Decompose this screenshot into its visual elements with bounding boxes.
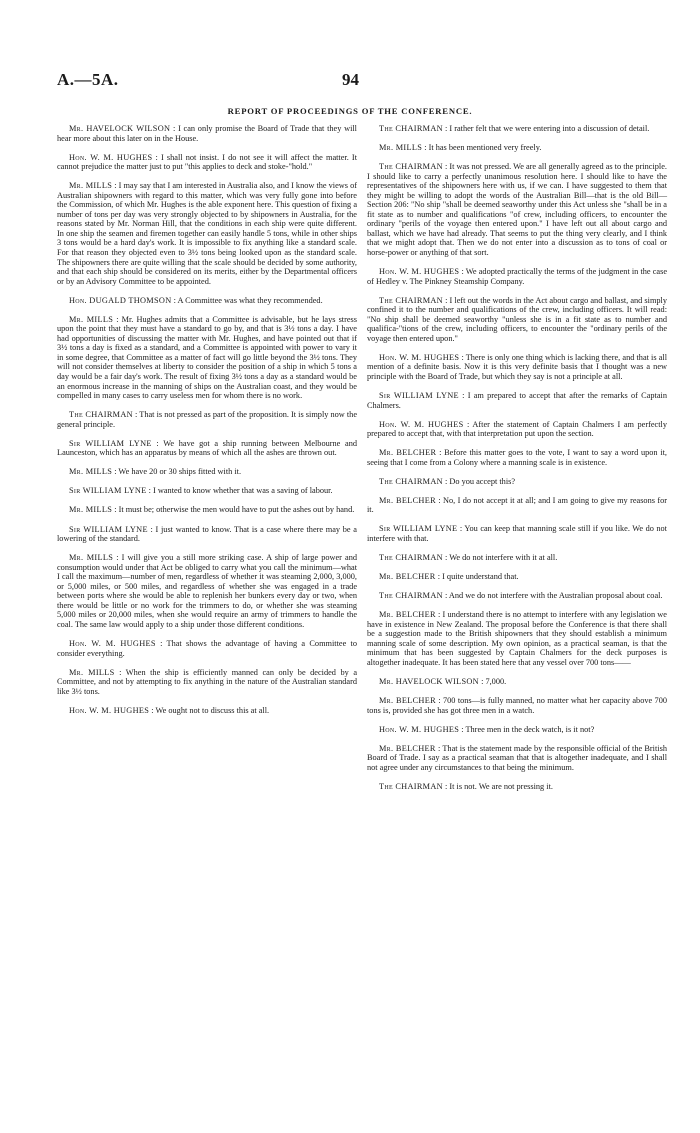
speech: : 700 tons—is fully manned, no matter what her capacity above 700 tons is, provided she has got three men in a watch. xyxy=(367,696,668,715)
paragraph xyxy=(367,591,667,601)
speaker: Hon. W. M. HUGHES xyxy=(69,705,150,715)
paragraph xyxy=(57,296,357,306)
speaker: Hon. DUGALD THOMSON xyxy=(69,295,172,305)
paragraph xyxy=(57,505,357,515)
speech: : That shows the advantage of having a Committee to consider everything. xyxy=(57,638,357,658)
speech: : I can only promise the Board of Trade that they will hear more about this later on in the House. xyxy=(57,124,357,143)
speaker: The CHAIRMAN xyxy=(379,295,443,305)
paragraph xyxy=(367,124,667,134)
speech: : I left out the words in the Act about cargo and ballast, and simply confined it to the number and qualifications of the crew, including officers. It will read: "No ship shall be deemed seaworthy "unless she is in a fit state as to number and qualifica-"tions of the crew, including officers, to encounter the "ordinary perils of the voyage then entered upon." xyxy=(367,295,668,343)
speaker: The CHAIRMAN xyxy=(379,781,443,791)
speaker: The CHAIRMAN xyxy=(379,124,443,133)
paragraph xyxy=(57,668,357,697)
speech: : I will give you a still more striking case. A ship of large power and consumption would under that Act be obliged to carry what you call the minimum—what I call the maximum—number of men, regardless of whether it was steaming 2,000, 3,000, or 5,000 miles, or 500 miles, and regardless of whether she was engaged in a trade between ports where she would be able to replenish her bunkers every day or two, when there would be little or no work for the trimmers to do, or whether she was steaming 5,000 miles or 20,000 miles, when she would require an army of trimmers to handle the coal. The same law would apply to a ship under those different conditions. xyxy=(57,553,358,629)
speaker: Mr. BELCHER xyxy=(379,743,436,753)
paragraph xyxy=(57,315,357,401)
paragraph xyxy=(367,391,667,410)
speech: : I rather felt that we were entering into a discussion of detail. xyxy=(445,124,650,133)
speech: : We adopted practically the terms of the judgment in the case of Hedley v. The Pinkney Steamship Company. xyxy=(367,267,668,286)
speech: : I shall not insist. I do not see it will affect the matter. It cannot prejudice the matter just to put "this applies to deck and stoke-"hold." xyxy=(57,152,358,172)
paragraph xyxy=(367,782,667,792)
left-column xyxy=(57,124,357,725)
speech: : After the statement of Captain Chalmers I am perfectly prepared to accept that, with that interpretation put upon the section. xyxy=(367,419,667,439)
speech: : And we do not interfere with the Australian proposal about coal. xyxy=(445,591,663,601)
paragraph xyxy=(367,496,667,515)
speech: : When the ship is efficiently manned can only be decided by a Committee, and not by attempting to fix anything in the nature of the Australian standard like 3½ tons. xyxy=(57,667,357,696)
speaker: Mr. BELCHER xyxy=(379,610,436,620)
paragraph xyxy=(57,467,357,477)
speech: : It must be; otherwise the men would have to put the ashes out by hand. xyxy=(114,505,355,515)
paragraph xyxy=(367,696,667,715)
paragraph xyxy=(367,162,667,257)
speech: : I quite understand that. xyxy=(437,572,519,582)
speaker: Mr. BELCHER xyxy=(379,448,437,458)
paragraph xyxy=(367,143,667,153)
speech: : Mr. Hughes admits that a Committee is advisable, but he lays stress upon the point that they must have a standard to go by, and that is 3½ tons a day. I have had opportunities of discussing the matter with Mr. Hughes, and have pointed out that if 3½ tons a day is fixed as a standard, and a Committee is appointed with power to vary it in some degree, that Committee as a matter of fact will go little beyond the 3½ tons. They will not consider themselves at liberty to consider the position of a ship in which 5 tons a day would be a fair day's work. The result of fixing 3½ tons a day as a standard would be an enormous increase in the manning of ships on the Australian coast, and they would be compelled in many cases to carry useless men for whom there is no work. xyxy=(57,314,358,401)
speaker: Sir WILLIAM LYNE xyxy=(69,438,152,448)
speaker: Mr. MILLS xyxy=(379,143,423,153)
speaker: Mr. MILLS xyxy=(69,667,115,677)
speech: : We do not interfere with it at all. xyxy=(445,553,558,563)
paragraph xyxy=(367,296,667,344)
speaker: The CHAIRMAN xyxy=(379,162,443,172)
paragraph xyxy=(57,553,357,629)
paragraph xyxy=(57,486,357,496)
paragraph xyxy=(367,353,667,382)
speech: : I am prepared to accept that after the remarks of Captain Chalmers. xyxy=(367,391,667,410)
paragraph xyxy=(57,124,357,143)
speech: : It is not. We are not pressing it. xyxy=(445,781,553,791)
paragraph xyxy=(367,420,667,439)
page-number: 94 xyxy=(342,70,359,89)
paragraph xyxy=(57,525,357,544)
speech: : I just wanted to know. That is a case where there may be a lowering of the standard. xyxy=(57,524,357,544)
paragraph xyxy=(367,677,667,687)
speech: : That is the statement made by the responsible official of the British Board of Trade. I say as a practical seaman that that is altogether inadequate, and I shall not agree under any circumstances to that being the minimum. xyxy=(367,743,667,772)
speaker: Hon. W. M. HUGHES xyxy=(379,724,460,734)
paragraph xyxy=(367,572,667,582)
speaker: Mr. HAVELOCK WILSON xyxy=(69,124,171,133)
paragraph xyxy=(367,524,667,543)
paragraph xyxy=(367,610,667,667)
paragraph xyxy=(367,448,667,467)
speaker: Hon. W. M. HUGHES xyxy=(379,267,460,277)
speech: : We have 20 or 30 ships fitted with it. xyxy=(114,467,242,477)
paragraph xyxy=(367,744,667,773)
speaker: Mr. BELCHER xyxy=(379,572,436,582)
speech: : 7,000. xyxy=(481,676,507,686)
speech: : We have got a ship running between Melbourne and Launceston, which has an apparatus by means of which all the ashes are thrown out. xyxy=(57,438,357,458)
paragraph xyxy=(57,153,357,172)
speech: : You can keep that manning scale still if you like. We do not interfere with that. xyxy=(367,524,667,543)
paragraph xyxy=(57,181,357,286)
speaker: The CHAIRMAN xyxy=(379,553,443,563)
paragraph xyxy=(57,706,357,716)
right-column xyxy=(367,124,667,801)
speaker: Hon. W. M. HUGHES xyxy=(379,352,460,362)
speaker: Mr. MILLS xyxy=(69,553,114,563)
paragraph xyxy=(367,553,667,563)
paragraph xyxy=(367,477,667,487)
speech: : Three men in the deck watch, is it not? xyxy=(461,724,595,734)
speech: : No, I do not accept it at all; and I am going to give my reasons for it. xyxy=(367,495,667,515)
speech: : There is only one thing which is lacking there, and that is all mention of a definite basis. Now it is this very definite basis that I thought was a new principle with the Board of Trade, but which they say is not a principle at all. xyxy=(367,352,668,381)
running-title: REPORT OF PROCEEDINGS OF THE CONFERENCE. xyxy=(227,106,473,116)
paragraph xyxy=(367,267,667,286)
speaker: The CHAIRMAN xyxy=(379,476,443,486)
speaker: Hon. W. M. HUGHES xyxy=(379,419,464,429)
speaker: Mr. MILLS xyxy=(69,314,114,324)
speech: : Do you accept this? xyxy=(445,476,516,486)
paragraph xyxy=(57,410,357,429)
speech: : It has been mentioned very freely. xyxy=(424,143,542,153)
speaker: Hon. W. M. HUGHES xyxy=(69,638,156,648)
speaker: Hon. W. M. HUGHES xyxy=(69,152,153,162)
paragraph xyxy=(57,639,357,658)
document-reference: A.—5A. xyxy=(57,70,119,89)
speaker: The CHAIRMAN xyxy=(379,591,443,601)
speech: : A Committee was what they recommended. xyxy=(173,295,323,305)
speech: : I wanted to know whether that was a saving of labour. xyxy=(148,486,333,496)
speaker: Mr. MILLS xyxy=(69,505,113,515)
speaker: Mr. BELCHER xyxy=(379,696,436,706)
speaker: Sir WILLIAM LYNE xyxy=(379,391,459,401)
speaker: Mr. MILLS xyxy=(69,181,113,191)
speech: : I understand there is no attempt to interfere with any legislation we have in existence in New Zealand. The proposal before the Conference is that there shall be a suggestion made to the British shipowners that they should establish a minimum manning scale of some description. My own opinion, as a practical seaman, is that the minimum that has been suggested by Captain Chalmers for the deck purposes is altogether inadequate. It has been stated here that any vessel over 700 tons—— xyxy=(367,610,667,667)
speaker: Sir WILLIAM LYNE xyxy=(69,486,147,496)
speaker: The CHAIRMAN xyxy=(69,410,133,420)
speech: : We ought not to discuss this at all. xyxy=(151,705,270,715)
speech: : It was not pressed. We are all generally agreed as to the principle. I should like to carry a perfectly unanimous resolution here. I should like to have the representatives of the shipowners here with us, if we can. I have suggested to them that they might be willing to adopt the words of the Australian Bill—that is the old Bill—Section 206: "No ship "shall be deemed seaworthy under this Act unless she "shall be in a fit state as to number and qualifications "of crew, including officers, to encounter the ordinary "perils of the voyage then entered upon." I have left out all about cargo and ballast, which we have had already. That seems to put the thing very clearly, and I think that we might adopt that. Then we do not enter into a discussion as to tons of coal or horse-power or anything of that sort. xyxy=(367,162,667,258)
speaker: Sir WILLIAM LYNE xyxy=(379,524,458,534)
paragraph xyxy=(367,725,667,735)
speech: : I may say that I am interested in Australia also, and I know the views of Australian shipowners with regard to this matter, which was very fully gone into before the Commission, of which Mr. Hughes is the able exponent here. This question of fixing a number of tons per day was very strongly objected to by shipowners in Australia, for the reasons stated by Mr. Norman Hill, that the conditions in each ship were quite different. In one ship the seamen and firemen together can easily handle 5 tons, while in other ships 3 tons would be a hard day's work. It is impossible to fix anything like a standard scale. For that reason they objected even to 3½ tons being looked upon as the standard scale. The shipowners there are quite willing that the scale should be decided by some authority, and that each ship should be considered on its merits, either by the Departmental officers or by an Advisory Committee to be appointed. xyxy=(57,181,358,286)
speaker: Mr. HAVELOCK WILSON xyxy=(379,676,479,686)
speaker: Mr. MILLS xyxy=(69,467,113,477)
speaker: Sir WILLIAM LYNE xyxy=(69,524,148,534)
speaker: Mr. BELCHER xyxy=(379,495,436,505)
paragraph xyxy=(57,439,357,458)
speech: : Before this matter goes to the vote, I want to say a word upon it, seeing that I come from a Colony where a manning scale is in existence. xyxy=(367,448,667,467)
speech: : That is not pressed as part of the proposition. It is simply now the general principle. xyxy=(57,410,357,429)
